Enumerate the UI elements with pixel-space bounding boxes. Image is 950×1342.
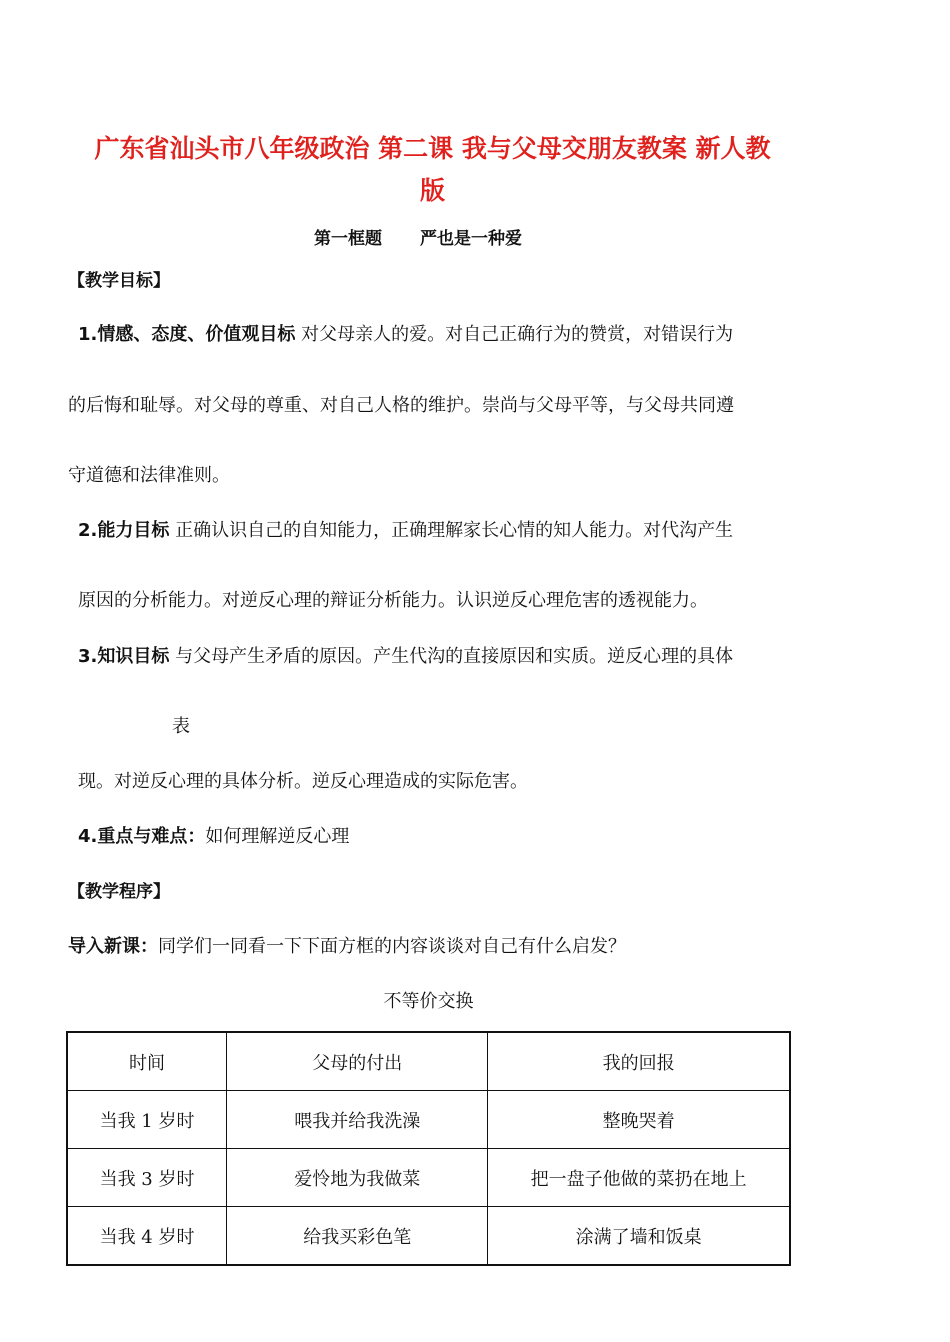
subtitle-part-2: 严也是一种爱: [420, 229, 522, 249]
goal-2-line-1: [78, 516, 733, 542]
table-cell: 喂我并给我洗澡: [227, 1091, 488, 1149]
table-row: [67, 1149, 790, 1207]
subtitle-part-1: 第一框题: [314, 229, 382, 249]
table-cell: 爱怜地为我做菜: [227, 1149, 488, 1207]
goals-heading: 【教学目标】: [68, 271, 170, 291]
goal-3-text: 与父母产生矛盾的原因。产生代沟的直接原因和实质。逆反心理的具体: [175, 646, 734, 667]
goal-3-line-1: [78, 642, 733, 668]
intro-paragraph: [68, 932, 626, 958]
lesson-subtitle: [314, 224, 522, 249]
goal-1-text: 对父母亲人的爱。对自己正确行为的赞赏，对错误行为: [301, 324, 734, 345]
goal-1-line-1: [78, 320, 733, 346]
goal-3-line-2: 表: [172, 716, 190, 737]
header-parents-give: 父母的付出: [227, 1032, 488, 1091]
table-cell: 整晚哭着: [488, 1091, 790, 1149]
goal-2-text: 正确认识自己的自知能力，正确理解家长心情的知人能力。对代沟产生: [175, 520, 734, 541]
table-cell: 当我 3 岁时: [67, 1149, 227, 1207]
intro-label: 导入新课：: [68, 936, 158, 957]
table-caption: 不等价交换: [383, 991, 474, 1012]
table-row: [67, 1207, 790, 1266]
table-cell: 当我 1 岁时: [67, 1091, 227, 1149]
table-cell: 当我 4 岁时: [67, 1207, 227, 1266]
goal-1-line-2: 的后悔和耻辱。对父母的尊重、对自己人格的维护。崇尚与父母平等，与父母共同遵: [68, 395, 734, 416]
document-title-line-1: 广东省汕头市八年级政治 第二课 我与父母交朋友教案 新人教: [94, 134, 771, 163]
table-cell: 把一盘子他做的菜扔在地上: [488, 1149, 790, 1207]
goal-4-label: 4.重点与难点：: [78, 826, 206, 847]
header-time: 时间: [67, 1032, 227, 1091]
goal-1-line-3: 守道德和法律准则。: [68, 465, 230, 486]
goal-1-label: 1.情感、态度、价值观目标: [78, 324, 296, 345]
goal-3-line-3: 现。对逆反心理的具体分析。逆反心理造成的实际危害。: [78, 771, 528, 792]
goal-4-text: 如何理解逆反心理: [205, 826, 350, 847]
goal-4: [78, 822, 349, 848]
table-header-row: [67, 1032, 790, 1091]
header-my-return: 我的回报: [488, 1032, 790, 1091]
exchange-table: [66, 1031, 791, 1266]
table-cell: 给我买彩色笔: [227, 1207, 488, 1266]
goal-2-line-2: 原因的分析能力。对逆反心理的辩证分析能力。认识逆反心理危害的透视能力。: [78, 590, 708, 611]
procedure-heading: 【教学程序】: [68, 882, 170, 902]
intro-text: 同学们一同看一下下面方框的内容谈谈对自己有什么启发？: [158, 936, 626, 957]
goal-2-label: 2.能力目标: [78, 520, 170, 541]
document-title-line-2: 版: [419, 176, 445, 205]
goal-3-label: 3.知识目标: [78, 646, 170, 667]
table-cell: 涂满了墙和饭桌: [488, 1207, 790, 1266]
table-row: [67, 1091, 790, 1149]
